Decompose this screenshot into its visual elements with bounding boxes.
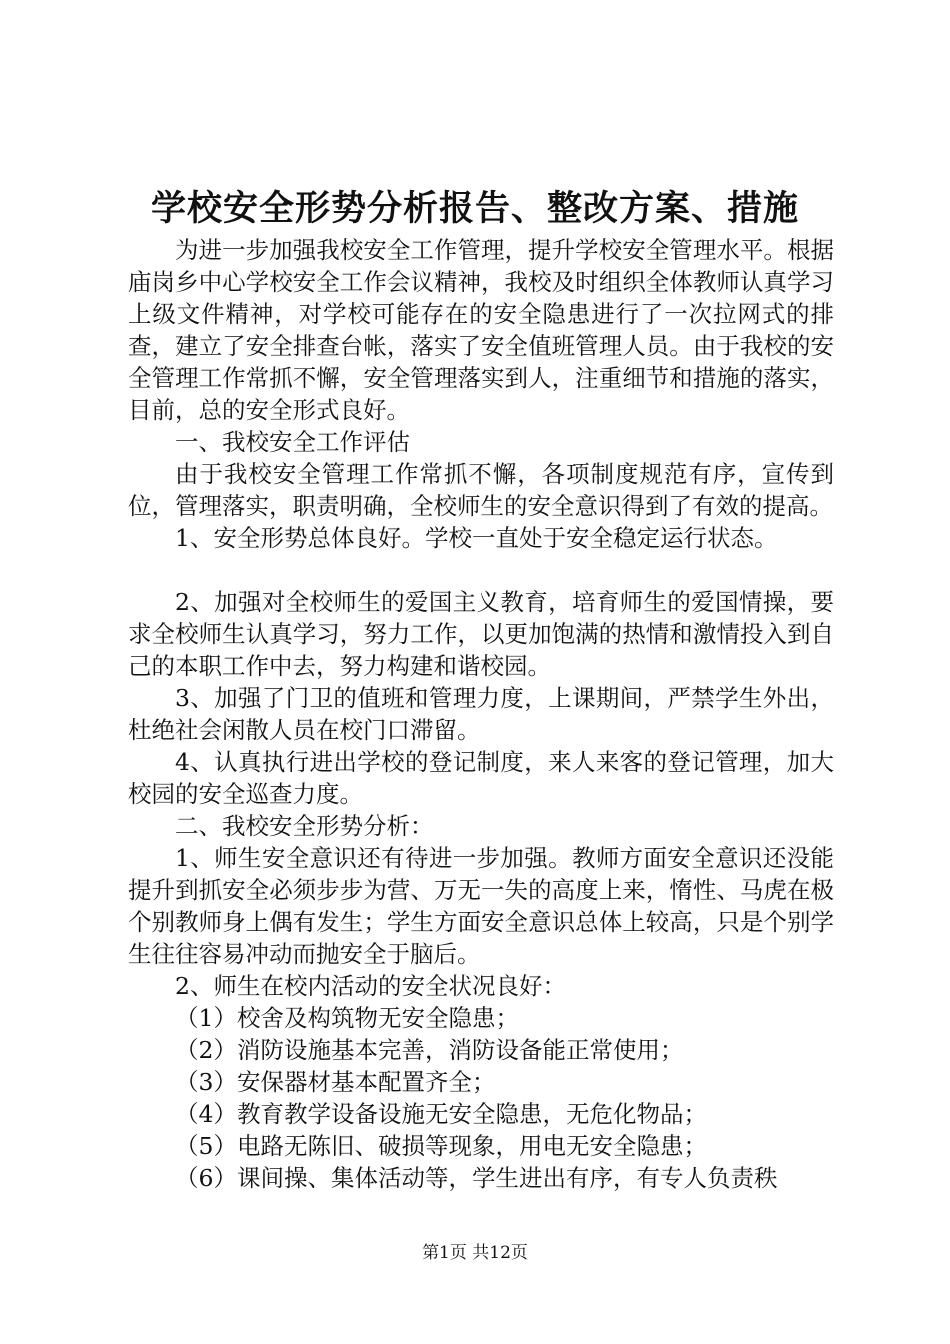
section-heading-2: 二、我校安全形势分析： [175, 812, 434, 840]
analysis-item-2: 2、师生在校内活动的安全状况良好： [175, 972, 566, 1000]
sub-item-6: （6）课间操、集体活动等，学生进出有序，有专人负责秩 [175, 1164, 778, 1192]
document-title: 学校安全形势分析报告、整改方案、措施 [150, 188, 799, 229]
sub-item-1: （1）校舍及构筑物无安全隐患； [175, 1004, 519, 1032]
sub-item-5: （5）电路无陈旧、破损等现象，用电无安全隐患； [175, 1132, 707, 1160]
evaluation-item-1: 1、安全形势总体良好。学校一直处于安全稳定运行状态。 [175, 524, 778, 552]
analysis-item-1: 1、师生安全意识还有待进一步加强。教师方面安全意识还没能提升到抓安全必须步步为营、万无一失的高度上来，惰性、马虎在极个别教师身上偶有发生；学生方面安全意识总体上较高，只是个别学生往往容易冲动而抛安全于脑后。 [128, 844, 834, 968]
sub-item-2: （2）消防设施基本完善，消防设备能正常使用； [175, 1036, 684, 1064]
evaluation-paragraph: 由于我校安全管理工作常抓不懈，各项制度规范有序，宣传到位，管理落实，职责明确，全校师生的安全意识得到了有效的提高。 [128, 460, 834, 520]
section-heading-1: 一、我校安全工作评估 [175, 428, 410, 456]
sub-item-3: （3）安保器材基本配置齐全； [175, 1068, 496, 1096]
evaluation-item-2: 2、加强对全校师生的爱国主义教育，培育师生的爱国情操，要求全校师生认真学习，努力工作，以更加饱满的热情和激情投入到自己的本职工作中去，努力构建和谐校园。 [128, 588, 834, 680]
page-footer: 第1页 共12页 [422, 1243, 528, 1263]
evaluation-item-3: 3、加强了门卫的值班和管理力度，上课期间，严禁学生外出，杜绝社会闲散人员在校门口滞留。 [128, 684, 834, 744]
blank-line [128, 554, 834, 586]
evaluation-item-4: 4、认真执行进出学校的登记制度，来人来客的登记管理，加大校园的安全巡查力度。 [128, 748, 834, 808]
document-body [128, 234, 834, 1194]
intro-paragraph: 为进一步加强我校安全工作管理，提升学校安全管理水平。根据庙岗乡中心学校安全工作会议精神，我校及时组织全体教师认真学习上级文件精神，对学校可能存在的安全隐患进行了一次拉网式的排查，建立了安全排查台帐，落实了安全值班管理人员。由于我校的安全管理工作常抓不懈，安全管理落实到人，注重细节和措施的落实，目前，总的安全形式良好。 [128, 236, 834, 424]
sub-item-4: （4）教育教学设备设施无安全隐患，无危化物品； [175, 1100, 707, 1128]
